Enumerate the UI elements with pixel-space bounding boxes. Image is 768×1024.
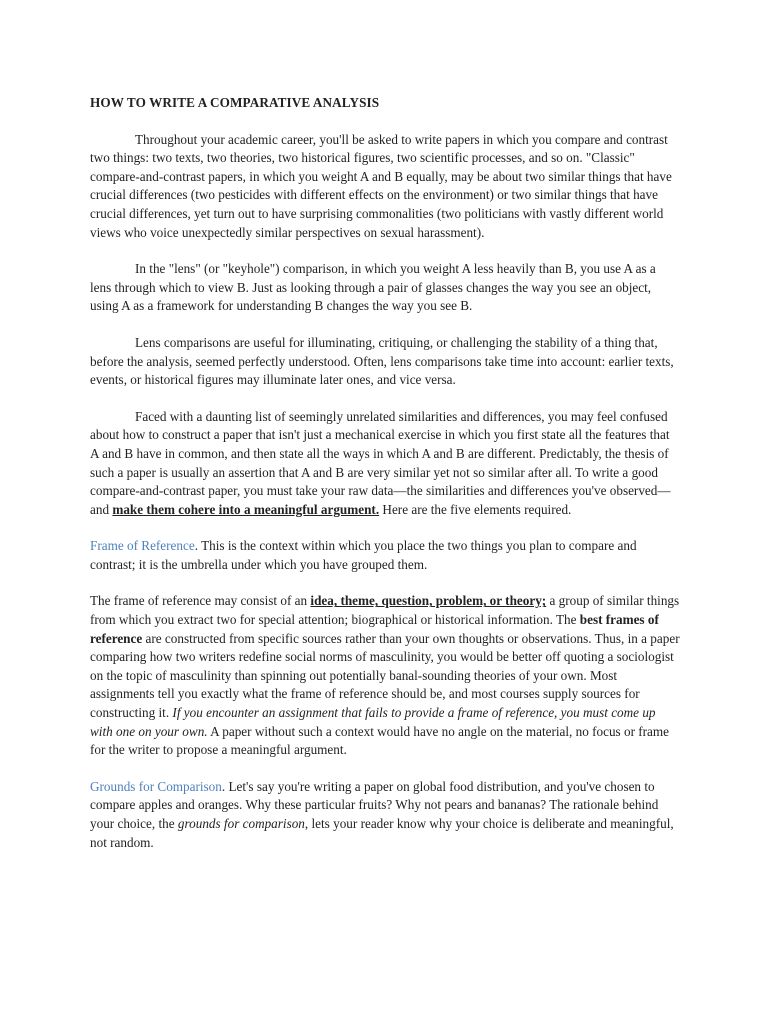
paragraph-frame-details [90,592,680,759]
paragraph-raw-data [90,408,680,520]
frame-of-reference-text: . This is the context within which you place the two things you plan to compare and contrast; it is the umbrella under which you have grouped them. [90,538,637,572]
paragraph-raw-data-text: Faced with a daunting list of seemingly unrelated similarities and differences, you may feel confused about how to construct a paper that isn't just a mechanical exercise in which you first state all the features that A and B have in common, and then state all the ways in which A and B are different. Predictably, the thesis of such a paper is usually an assertion that A and B are very similar yet not so similar after all. To write a good compare-and-contrast paper, you must take your raw data—the similarities and differences you've observed—and [90,408,671,517]
paragraph-grounds-for-comparison [90,778,680,852]
emphasis-meaningful-argument: make them cohere into a meaningful argument. [112,501,380,517]
frame-details-d: A paper without such a context would have no angle on the material, no focus or frame for the writer to propose a meaningful argument. [90,723,670,758]
frame-details-c: are constructed from specific sources rather than your own thoughts or observations. Thus, in a paper comparing how two writers redefine social norms of masculinity, you would be better off quoting a sociologist on the topic of masculinity than spinning out potentially banal-sounding theories of your own. Most assignments tell you exactly what the frame of reference should be, and most courses supply sources for constructing it. [90,630,680,721]
paragraph-frame-of-reference [90,537,680,574]
paragraph-raw-data-after: Here are the five elements required. [379,501,572,517]
emphasis-best-frames: best frames of reference [90,612,659,646]
document-page [90,94,680,870]
frame-details-a: The frame of reference may consist of an [90,593,311,609]
paragraph-lens-comparison: In the "lens" (or "keyhole") comparison, in which you weight A less heavily than B, you use A as a lens through which to view B. Just as looking through a pair of glasses changes the way you see an object, using A as a framework for understanding B changes the way you see B. [90,261,656,314]
paragraph-lens-usefulness: Lens comparisons are useful for illuminating, critiquing, or challenging the stability of a thing that, before the analysis, seemed perfectly understood. Often, lens comparisons take time into account: earlier texts, events, or historical figures may illuminate later ones, and vice versa. [90,334,674,388]
document-title: HOW TO WRITE A COMPARATIVE ANALYSIS [90,95,380,110]
section-heading-frame-of-reference: Frame of Reference [90,538,195,554]
grounds-after: , lets your reader know why your choice is deliberate and meaningful, not random. [90,816,674,850]
grounds-text: . Let's say you're writing a paper on global food distribution, and you've chosen to compare apples and oranges. Why these particular fruits? Why not pears and bananas? The rationale behind your choice, the [90,778,659,831]
emphasis-idea-theme: idea, theme, question, problem, or theory; [310,593,547,609]
italic-assignment-note: If you encounter an assignment that fails to provide a frame of reference, you must come up with one on your own. [90,705,656,739]
italic-grounds-for-comparison: grounds for comparison [177,816,305,831]
paragraph-intro: Throughout your academic career, you'll be asked to write papers in which you compare and contrast two things: two texts, two theories, two historical figures, two scientific processes, and so on. "Classic" compare-and-contrast papers, in which you weight A and B equally, may be about two similar things that have crucial differences (two pesticides with different effects on the environment) or two similar things that have crucial differences, yet turn out to have surprising commonalities (two politicians with vastly different world views who voice unexpectedly similar perspectives on sexual harassment). [90,131,672,240]
section-heading-grounds-for-comparison: Grounds for Comparison [90,778,222,794]
frame-details-b: a group of similar things from which you extract two for special attention; biographical or historical information. The [90,593,680,628]
